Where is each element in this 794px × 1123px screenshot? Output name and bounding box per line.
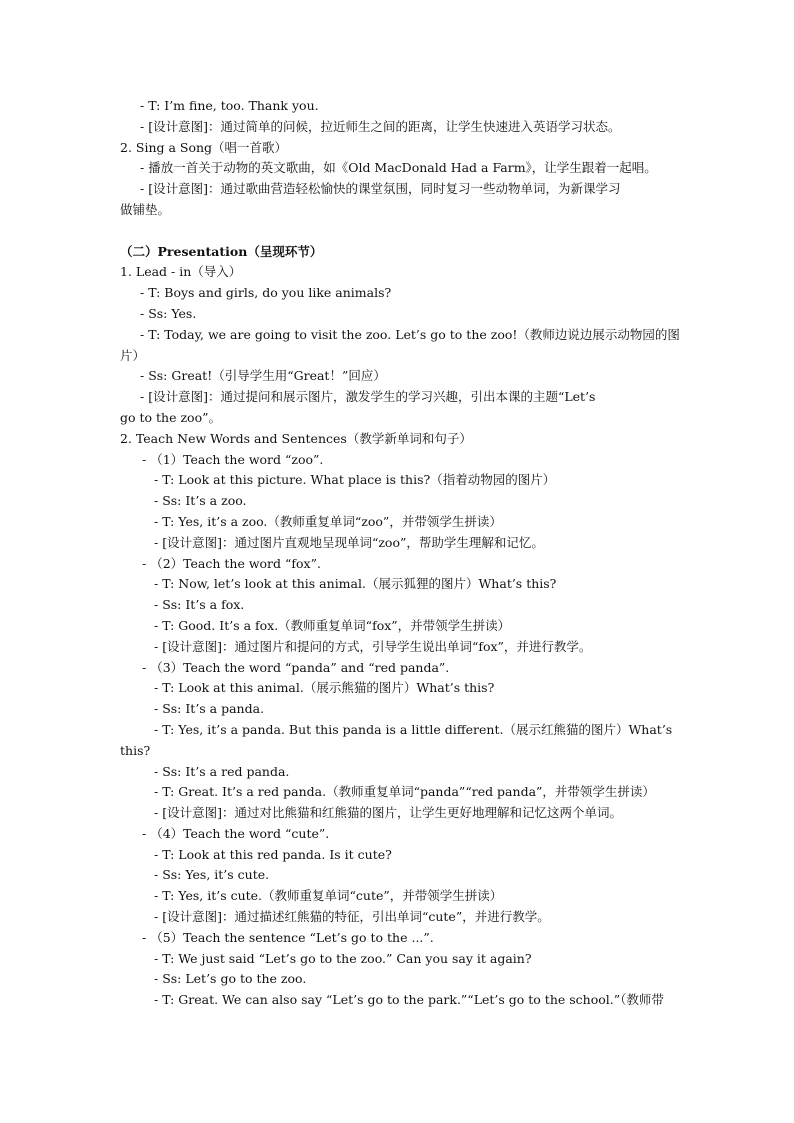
- text-line: - T: Good. It’s a fox.（教师重复单词“fox”，并带领学生拼读）: [154, 617, 511, 633]
- text-line: - [设计意图]：通过对比熊猫和红熊猫的图片，让学生更好地理解和记忆这两个单词。: [154, 805, 622, 821]
- text-line: - T: Today, we are going to visit the zoo. Let’s go to the zoo!（教师边说边展示动物园的图: [140, 326, 680, 342]
- text-line: 做铺垫。: [120, 201, 171, 217]
- text-line: - T: Yes, it’s a zoo.（教师重复单词“zoo”，并带领学生拼读）: [154, 513, 502, 529]
- text-line: - Ss: Yes.: [140, 305, 197, 321]
- section-heading: （二）Presentation（呈现环节）: [120, 243, 323, 259]
- text-line: - [设计意图]：通过简单的问候，拉近师生之间的距离，让学生快速进入英语学习状态。: [140, 118, 621, 134]
- text-line: this?: [120, 742, 151, 758]
- text-line: - T: Great. We can also say “Let’s go to the park.”“Let’s go to the school.”（教师带: [154, 992, 664, 1008]
- text-line: - [设计意图]：通过图片和提问的方式，引导学生说出单词“fox”，并进行教学。: [154, 638, 592, 654]
- text-line: 1. Lead - in（导入）: [120, 264, 242, 280]
- text-line: - T: Now, let’s look at this animal.（展示狐狸的图片）What’s this?: [154, 576, 557, 592]
- text-line: - （3）Teach the word “panda” and “red panda”.: [142, 659, 450, 675]
- text-line: - [设计意图]：通过图片直观地呈现单词“zoo”，帮助学生理解和记忆。: [154, 534, 544, 550]
- text-line: 2. Sing a Song（唱一首歌）: [120, 139, 288, 155]
- text-line: - T: We just said “Let’s go to the zoo.” Can you say it again?: [154, 950, 532, 966]
- text-line: - T: Look at this animal.（展示熊猫的图片）What’s this?: [154, 680, 495, 696]
- text-line: - Ss: It’s a fox.: [154, 597, 245, 613]
- document-body: [120, 96, 680, 1011]
- text-line: - T: Great. It’s a red panda.（教师重复单词“panda”“red panda”，并带领学生拼读）: [154, 784, 655, 800]
- text-line: - （2）Teach the word “fox”.: [142, 555, 321, 571]
- text-line: - T: Look at this picture. What place is this?（指着动物园的图片）: [154, 472, 556, 488]
- text-line: - Ss: Let’s go to the zoo.: [154, 971, 307, 987]
- text-line: - 播放一首关于动物的英文歌曲，如《Old MacDonald Had a Farm》，让学生跟着一起唱。: [140, 160, 657, 176]
- text-line: - T: I’m fine, too. Thank you.: [140, 98, 319, 113]
- text-line: - Ss: It’s a zoo.: [154, 493, 247, 509]
- text-line: 2. Teach New Words and Sentences（教学新单词和句子）: [120, 430, 472, 446]
- text-line: 片）: [120, 347, 146, 363]
- text-line: - [设计意图]：通过描述红熊猫的特征，引出单词“cute”，并进行教学。: [154, 909, 550, 925]
- text-line: - T: Yes, it’s cute.（教师重复单词“cute”，并带领学生拼读）: [154, 888, 503, 904]
- text-line: - [设计意图]：通过歌曲营造轻松愉快的课堂氛围，同时复习一些动物单词，为新课学习: [140, 181, 621, 197]
- text-line: - Ss: It’s a panda.: [154, 701, 265, 717]
- text-line: - Ss: Yes, it’s cute.: [154, 867, 270, 883]
- text-line: - Ss: Great!（引导学生用“Great！”回应）: [140, 368, 386, 384]
- text-line: - Ss: It’s a red panda.: [154, 763, 290, 779]
- text-line: - （4）Teach the word “cute”.: [142, 825, 330, 841]
- text-line: - T: Boys and girls, do you like animals?: [140, 285, 392, 301]
- text-line: - （5）Teach the sentence “Let’s go to the ...”.: [142, 929, 434, 945]
- blank-line: [120, 221, 680, 242]
- text-line: - T: Yes, it’s a panda. But this panda is a little different.（展示红熊猫的图片）What’s: [154, 721, 673, 737]
- text-line: go to the zoo”。: [120, 409, 221, 425]
- text-line: - [设计意图]：通过提问和展示图片，激发学生的学习兴趣，引出本课的主题“Let’s: [140, 389, 596, 405]
- text-line: - T: Look at this red panda. Is it cute?: [154, 846, 392, 862]
- text-line: - （1）Teach the word “zoo”.: [142, 451, 324, 467]
